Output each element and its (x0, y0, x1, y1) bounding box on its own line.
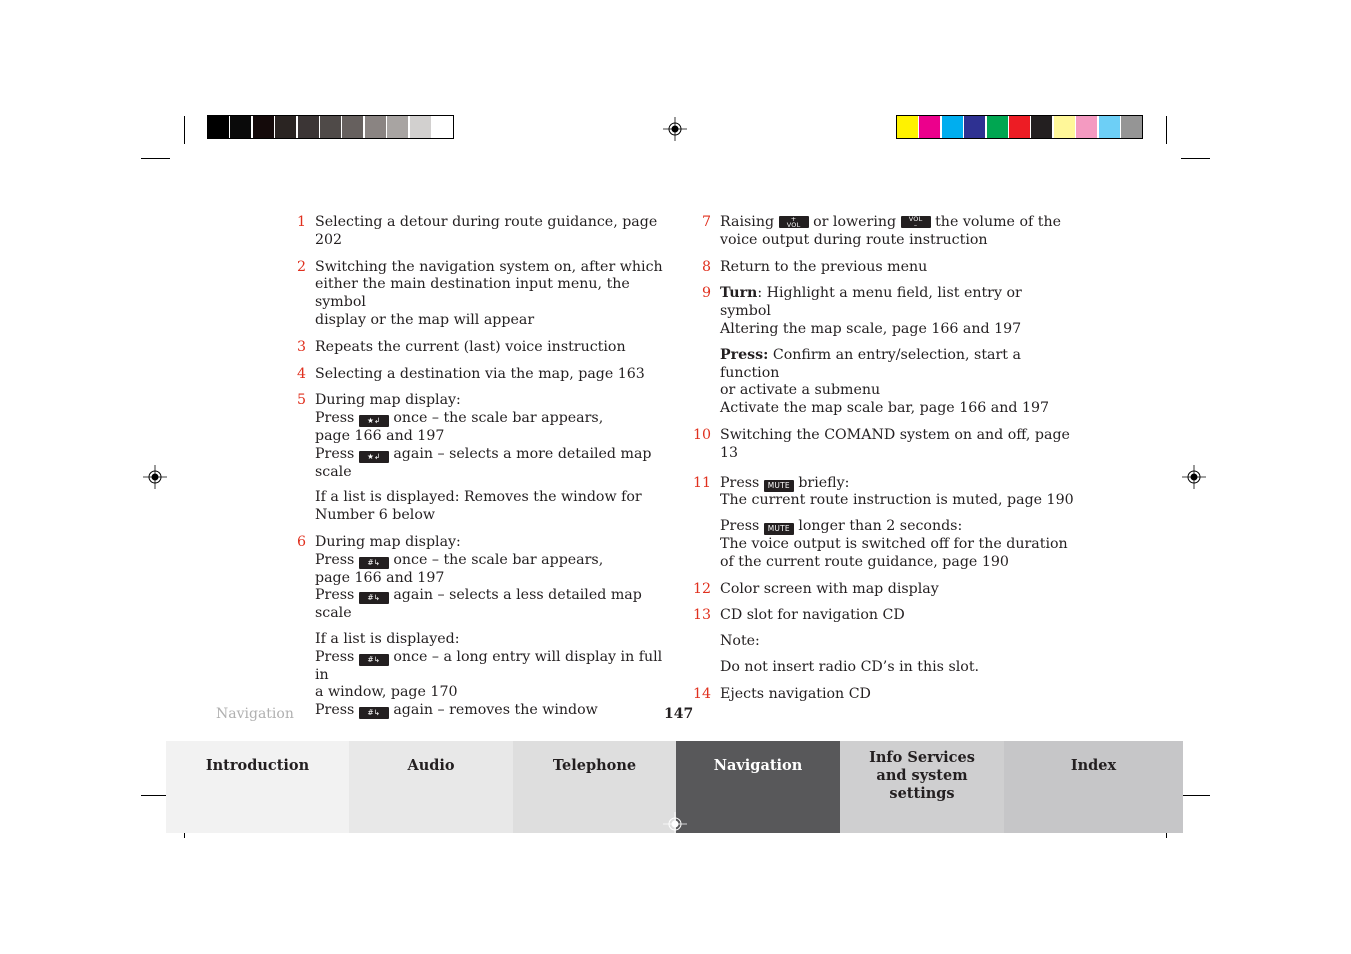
list-item-13: 13 CD slot for navigation CD Note: Do not insert radio CD’s in this slot. (692, 607, 980, 675)
color-swatch (919, 116, 940, 138)
gray-swatch (410, 116, 431, 138)
right-column (676, 214, 1076, 713)
list-item-14: 14 Ejects navigation CD (692, 685, 871, 702)
mute-button-icon: MUTE (764, 523, 794, 535)
registration-mark-right-icon (1182, 465, 1206, 489)
page-number: 147 (664, 706, 694, 722)
volume-up-button-icon: + VOL (779, 216, 809, 228)
list-item-7: 7 Raising + VOL or lowering VOL – the volume of the voice output during route instruction (701, 214, 1061, 248)
gray-swatch (298, 116, 319, 138)
gray-swatch (432, 116, 453, 138)
tab-index[interactable]: Index (1004, 741, 1183, 833)
color-swatch (964, 116, 985, 138)
list-item-10: 10 Switching the COMAND system on and off, page 13 (692, 426, 1070, 461)
list-item-3: 3 Repeats the current (last) voice instruction (296, 338, 626, 355)
color-calibration-bar (896, 115, 1143, 139)
color-swatch (1054, 116, 1075, 138)
list-item-12: 12 Color screen with map display (692, 580, 939, 597)
registration-mark-bottom-icon (663, 812, 687, 836)
tab-navigation[interactable]: Navigation (676, 741, 840, 833)
volume-down-button-icon: VOL – (901, 216, 931, 228)
gray-swatch (387, 116, 408, 138)
color-swatch (1099, 116, 1120, 138)
gray-swatch (275, 116, 296, 138)
gray-swatch (320, 116, 341, 138)
gray-swatch (230, 116, 251, 138)
tab-telephone[interactable]: Telephone (513, 741, 676, 833)
left-column (271, 214, 671, 729)
color-swatch (1076, 116, 1097, 138)
registration-mark-left-icon (143, 465, 167, 489)
list-item-1: 1 Selecting a detour during route guidance, page 202 (296, 214, 658, 248)
list-item-4: 4 Selecting a destination via the map, page 163 (296, 365, 645, 382)
tab-introduction[interactable]: Introduction (166, 741, 349, 833)
scale-less-button-icon: #↳ (359, 707, 389, 719)
color-swatch (1031, 116, 1052, 138)
list-item-5: 5 During map display: Press ★↲ once – the scale bar appears, page 166 and 197 Press ★↲ again – selects a more detailed map scale If a list is displayed: Removes the window for Number 6 below (296, 392, 652, 524)
gray-swatch (253, 116, 274, 138)
color-swatch (1009, 116, 1030, 138)
list-item-2: 2 Switching the navigation system on, after which either the main destination input menu, the symbol display or the map will appear (296, 258, 663, 328)
gray-calibration-bar (207, 115, 454, 139)
section-label: Navigation (216, 706, 294, 722)
tab-info-services[interactable]: Info Services and system settings (840, 741, 1004, 833)
list-item-8: 8 Return to the previous menu (701, 258, 928, 275)
gray-swatch (208, 116, 229, 138)
scale-detail-button-icon: ★↲ (359, 415, 389, 427)
scale-less-button-icon: #↳ (359, 557, 389, 569)
scale-detail-button-icon: ★↲ (359, 451, 389, 463)
list-item-11: 11 Press MUTE briefly: The current route instruction is muted, page 190 Press MUTE longer than 2 seconds: The voice output is switched off for the duration of the current route guidance, page 190 (692, 474, 1074, 570)
color-swatch (897, 116, 918, 138)
scale-less-button-icon: #↳ (359, 592, 389, 604)
scale-less-button-icon: #↳ (359, 654, 389, 666)
registration-mark-top-icon (663, 117, 687, 141)
list-item-9: 9 Turn: Highlight a menu field, list entry or symbol Altering the map scale, page 166 and 197 Press: Confirm an entry/selection, start a function or activate a submenu Activate the map scale bar, page 166 and 197 (701, 285, 1050, 417)
gray-swatch (342, 116, 363, 138)
mute-button-icon: MUTE (764, 480, 794, 492)
gray-swatch (365, 116, 386, 138)
color-swatch (942, 116, 963, 138)
list-item-6: 6 During map display: Press #↳ once – the scale bar appears, page 166 and 197 Press #↳ again – selects a less detailed map scale If a list is displayed: Press #↳ once – a long entry will display in full in a window, page 170 Press #↳ again – removes the window (296, 533, 663, 719)
tab-audio[interactable]: Audio (349, 741, 513, 833)
color-swatch (987, 116, 1008, 138)
color-swatch (1121, 116, 1142, 138)
